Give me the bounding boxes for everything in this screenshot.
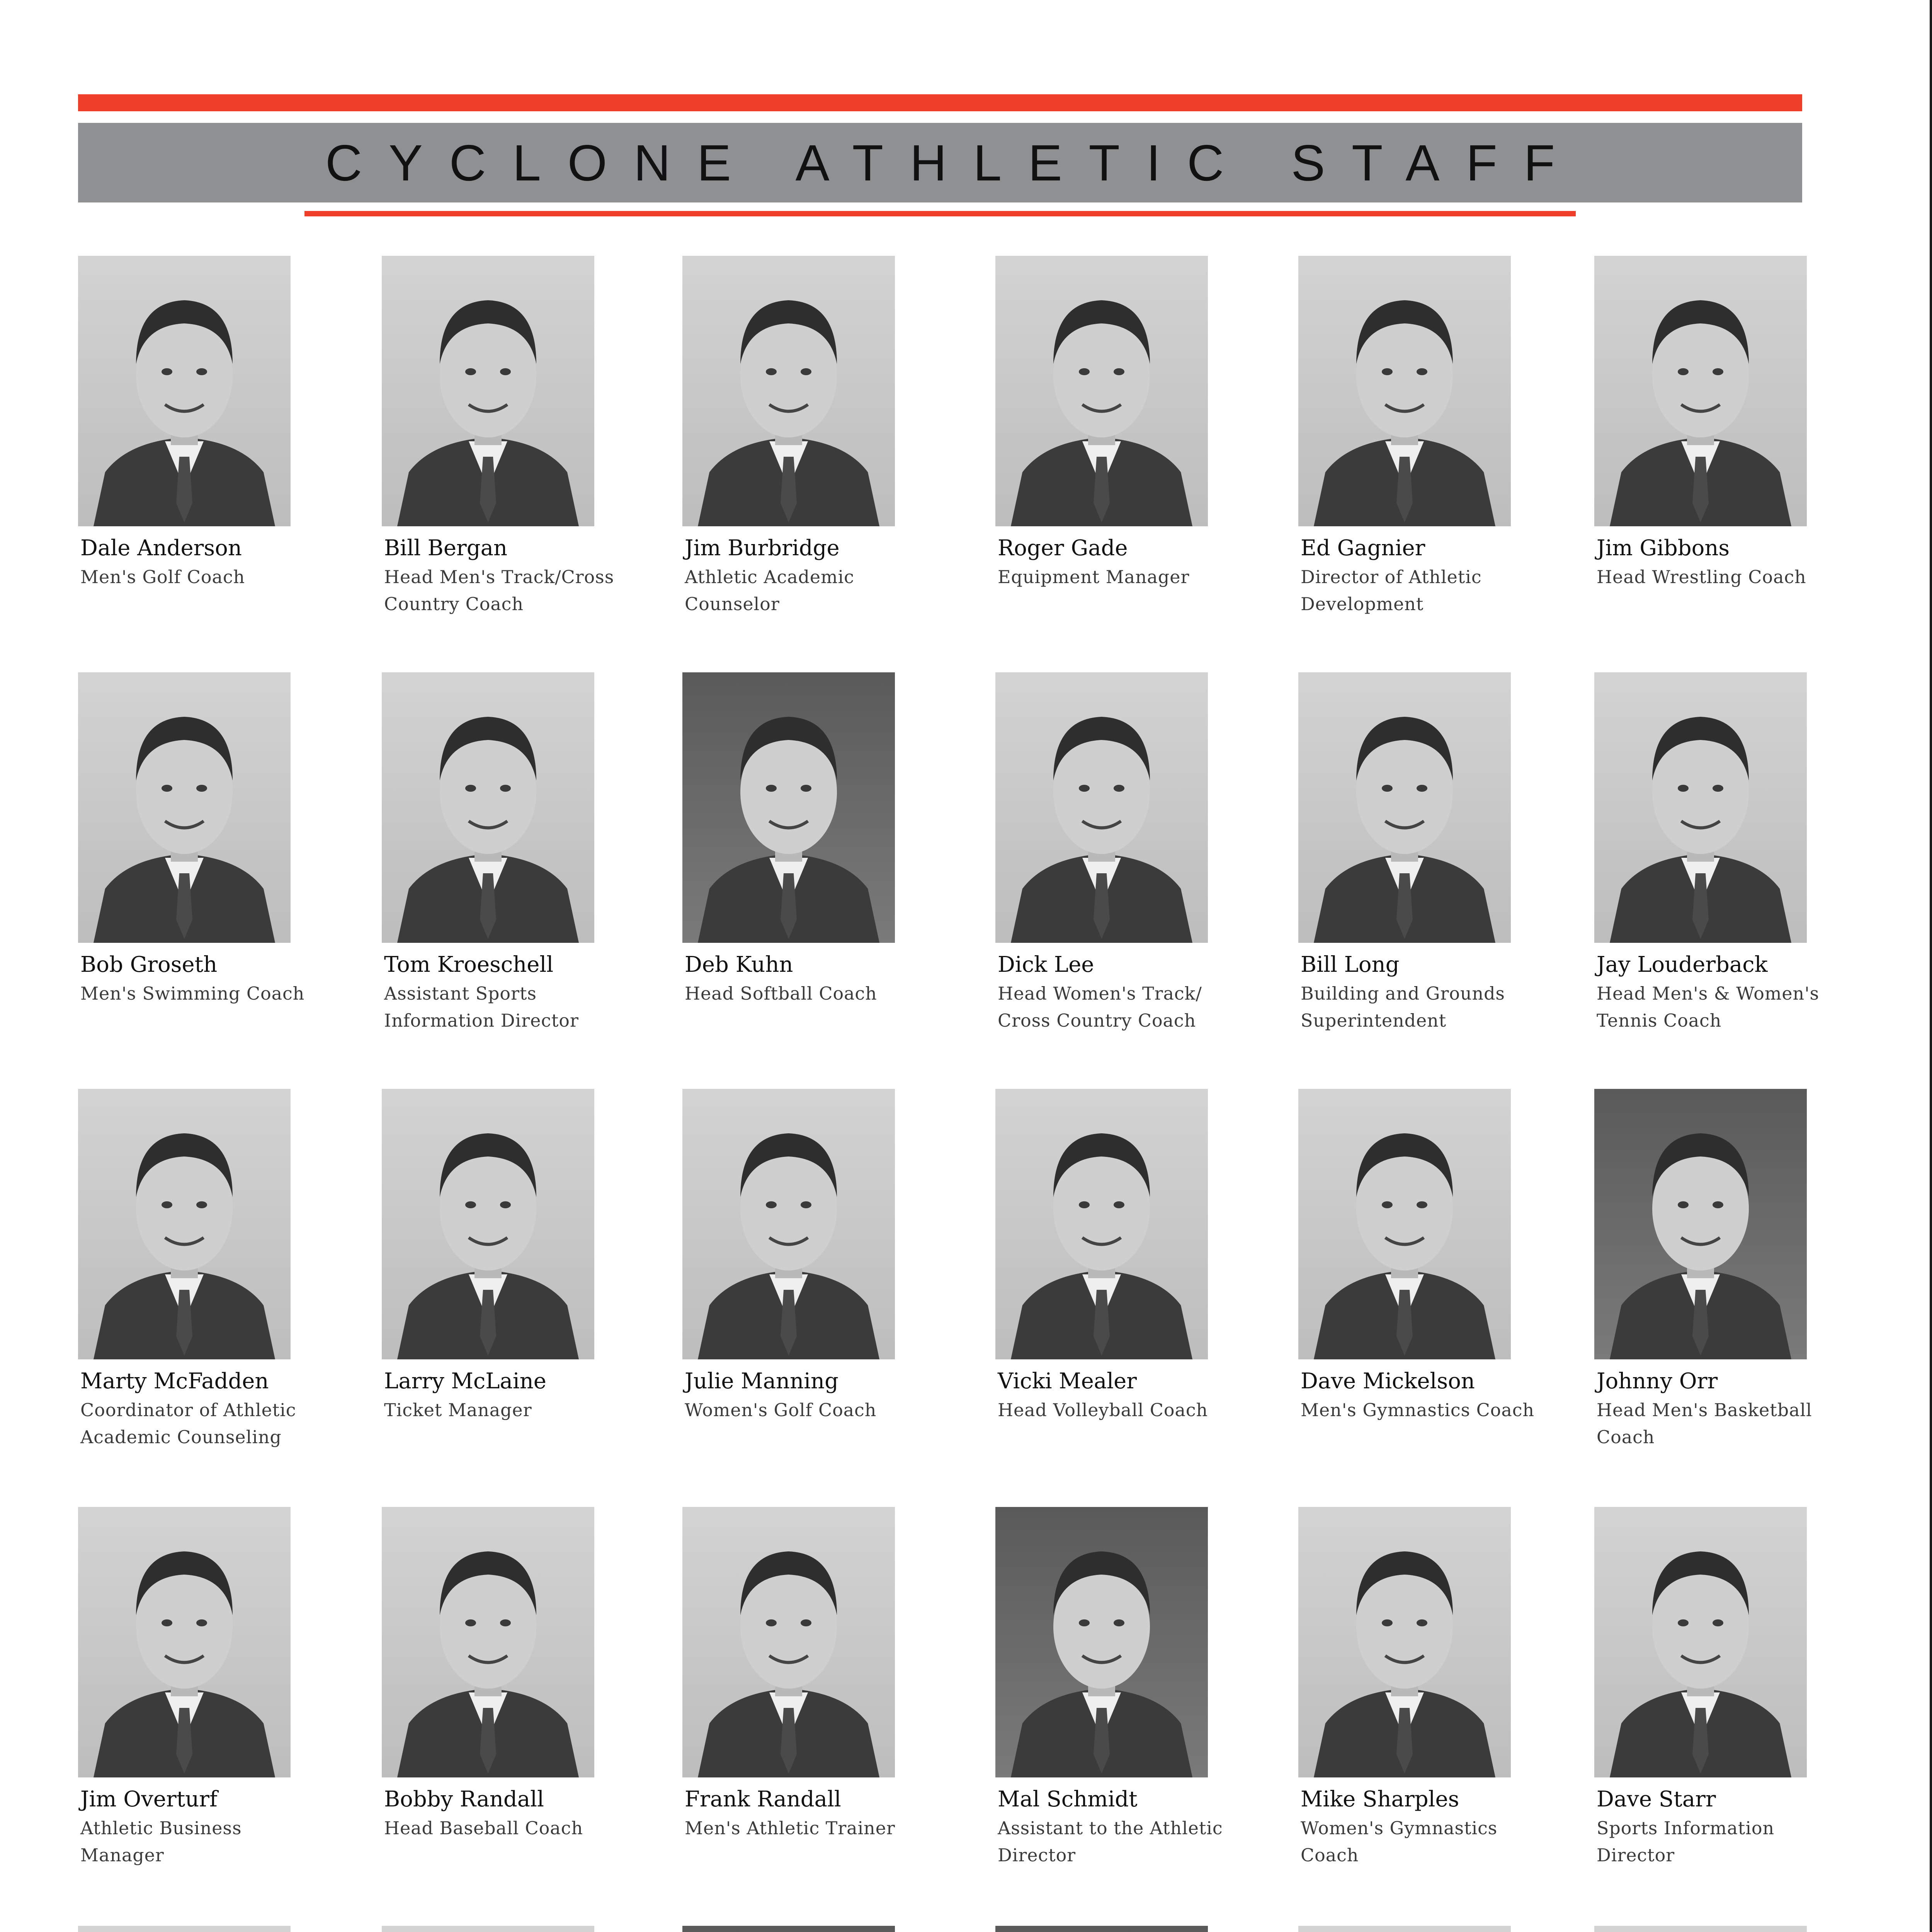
staff-name: Vicki Mealer (998, 1369, 1137, 1394)
staff-card (995, 256, 1274, 642)
staff-card (78, 1926, 356, 1932)
staff-card (1594, 1089, 1872, 1475)
staff-card (682, 1089, 961, 1475)
staff-portrait (78, 1089, 291, 1359)
staff-name: Dale Anderson (80, 536, 242, 561)
staff-name: Jim Gibbons (1597, 536, 1730, 561)
staff-card (995, 672, 1274, 1059)
staff-card (78, 1507, 356, 1893)
staff-card (382, 1089, 660, 1475)
staff-role: Head Women's Track/ Cross Country Coach (998, 983, 1202, 1031)
staff-role: Head Softball Coach (685, 983, 877, 1004)
staff-portrait (995, 1089, 1208, 1359)
staff-card (1298, 672, 1577, 1059)
staff-card (682, 1926, 961, 1932)
staff-portrait (995, 672, 1208, 943)
staff-portrait (682, 1507, 895, 1777)
staff-role: Women's Golf Coach (685, 1400, 877, 1420)
staff-portrait (1594, 1089, 1807, 1359)
staff-name: Jim Burbridge (685, 536, 840, 561)
staff-name: Mal Schmidt (998, 1787, 1138, 1812)
staff-card (995, 1926, 1274, 1932)
staff-role: Men's Swimming Coach (80, 983, 305, 1004)
staff-role: Director of Athletic Development (1301, 566, 1482, 614)
staff-card (382, 1926, 660, 1932)
staff-name: Bobby Randall (384, 1787, 544, 1812)
staff-card (1298, 256, 1577, 642)
staff-portrait (78, 1507, 291, 1777)
staff-portrait (1594, 256, 1807, 526)
staff-role: Men's Golf Coach (80, 566, 245, 587)
staff-portrait (1298, 672, 1511, 943)
staff-portrait (78, 672, 291, 943)
staff-portrait (382, 1507, 594, 1777)
staff-name: Bill Bergan (384, 536, 508, 561)
staff-portrait (78, 256, 291, 526)
staff-card (682, 672, 961, 1059)
staff-name: Deb Kuhn (685, 952, 793, 977)
staff-name: Jay Louderback (1597, 952, 1768, 977)
staff-role: Men's Athletic Trainer (685, 1818, 895, 1838)
staff-card (1594, 1507, 1872, 1893)
staff-card (682, 256, 961, 642)
staff-role: Building and Grounds Superintendent (1301, 983, 1505, 1031)
staff-card (382, 672, 660, 1059)
staff-portrait (382, 672, 594, 943)
staff-portrait (682, 1926, 895, 1932)
staff-role: Head Men's Track/Cross Country Coach (384, 566, 614, 614)
staff-portrait (1298, 1926, 1511, 1932)
staff-role: Equipment Manager (998, 566, 1190, 587)
staff-card (78, 1089, 356, 1475)
staff-portrait (382, 256, 594, 526)
staff-card (78, 256, 356, 642)
staff-role: Assistant to the Athletic Director (998, 1818, 1223, 1866)
staff-card (1594, 1926, 1872, 1932)
staff-card (1594, 256, 1872, 642)
staff-name: Dick Lee (998, 952, 1094, 977)
staff-role: Athletic Business Manager (80, 1818, 242, 1866)
staff-role: Head Wrestling Coach (1597, 566, 1806, 587)
staff-portrait (1298, 256, 1511, 526)
staff-portrait (995, 1926, 1208, 1932)
staff-role: Head Baseball Coach (384, 1818, 583, 1838)
staff-card (995, 1089, 1274, 1475)
staff-role: Athletic Academic Counselor (685, 566, 854, 614)
staff-card (1298, 1089, 1577, 1475)
staff-portrait (78, 1926, 291, 1932)
staff-role: Sports Information Director (1597, 1818, 1774, 1866)
staff-portrait (382, 1926, 594, 1932)
staff-portrait (682, 256, 895, 526)
staff-portrait (995, 256, 1208, 526)
staff-portrait (1298, 1507, 1511, 1777)
staff-card (382, 1507, 660, 1893)
staff-name: Bill Long (1301, 952, 1400, 977)
staff-name: Tom Kroeschell (384, 952, 554, 977)
staff-portrait (382, 1089, 594, 1359)
staff-role: Men's Gymnastics Coach (1301, 1400, 1534, 1420)
staff-name: Dave Starr (1597, 1787, 1716, 1812)
staff-name: Frank Randall (685, 1787, 841, 1812)
page-title: CYCLONE ATHLETIC STAFF (325, 134, 1582, 191)
staff-portrait (682, 672, 895, 943)
staff-portrait (1594, 1926, 1807, 1932)
staff-name: Larry McLaine (384, 1369, 546, 1394)
staff-card (1298, 1926, 1577, 1932)
staff-name: Johnny Orr (1597, 1369, 1718, 1394)
staff-role: Coordinator of Athletic Academic Counseling (80, 1400, 296, 1447)
staff-name: Marty McFadden (80, 1369, 269, 1394)
staff-role: Head Volleyball Coach (998, 1400, 1208, 1420)
staff-card (995, 1507, 1274, 1893)
staff-portrait (1594, 1507, 1807, 1777)
staff-card (1298, 1507, 1577, 1893)
staff-portrait (682, 1089, 895, 1359)
staff-card (682, 1507, 961, 1893)
staff-name: Roger Gade (998, 536, 1128, 561)
staff-role: Head Men's & Women's Tennis Coach (1597, 983, 1820, 1031)
staff-name: Ed Gagnier (1301, 536, 1425, 561)
staff-name: Jim Overturf (80, 1787, 218, 1812)
staff-portrait (1298, 1089, 1511, 1359)
staff-portrait (1594, 672, 1807, 943)
staff-role: Ticket Manager (384, 1400, 532, 1420)
staff-card (78, 672, 356, 1059)
staff-role: Assistant Sports Information Director (384, 983, 579, 1031)
staff-name: Dave Mickelson (1301, 1369, 1475, 1394)
staff-name: Bob Groseth (80, 952, 218, 977)
staff-role: Head Men's Basketball Coach (1597, 1400, 1812, 1447)
staff-portrait (995, 1507, 1208, 1777)
staff-name: Mike Sharples (1301, 1787, 1459, 1812)
staff-card (382, 256, 660, 642)
staff-card (1594, 672, 1872, 1059)
staff-name: Julie Manning (685, 1369, 838, 1394)
staff-role: Women's Gymnastics Coach (1301, 1818, 1498, 1866)
